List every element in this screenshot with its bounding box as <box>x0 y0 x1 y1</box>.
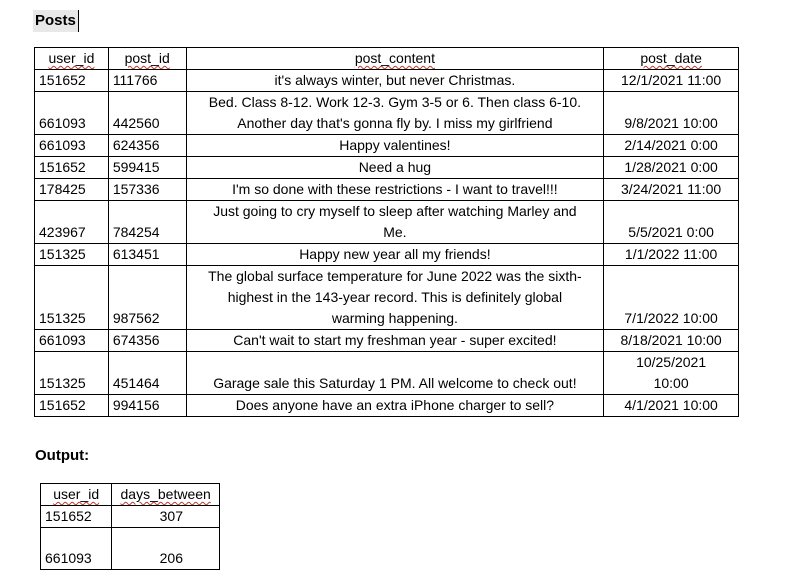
cell-post-content-line: Does anyone have an extra iPhone charger to sell? <box>235 397 555 413</box>
cell-post-date-line: 10:00 <box>653 375 689 391</box>
cell-post-content <box>186 395 604 417</box>
cell-post-date <box>604 135 739 157</box>
cell-post-id: 599415 <box>108 157 186 179</box>
cell-days-between: 307 <box>112 506 220 528</box>
cell-post-content-line: Just going to cry myself to sleep after watching Marley and <box>213 203 577 219</box>
cell-post-date-line: 3/24/2021 11:00 <box>621 181 722 197</box>
cell-post-content-line: Can't wait to start my freshman year - super excited! <box>233 332 557 348</box>
cell-user-id: 423967 <box>35 201 109 244</box>
cell-post-content-line: Happy new year all my friends! <box>299 246 491 262</box>
table-row <box>35 330 739 352</box>
table-row <box>35 135 739 157</box>
cell-post-date-line: 10/25/2021 <box>636 354 707 370</box>
output-table <box>40 483 220 570</box>
cell-post-date <box>604 201 739 244</box>
cell-post-id: 613451 <box>108 244 186 266</box>
cell-post-content <box>186 157 604 179</box>
cell-post-date-line: 2/14/2021 0:00 <box>624 137 718 153</box>
cell-user-id: 661093 <box>35 135 109 157</box>
table-row <box>35 179 739 201</box>
cell-user-id: 151652 <box>35 395 109 417</box>
cell-post-date-line: 12/1/2021 11:00 <box>621 72 722 88</box>
posts-col-post-content: post_content <box>186 48 604 70</box>
table-row <box>35 244 739 266</box>
cell-post-content <box>186 70 604 92</box>
cell-post-date-line: 4/1/2021 10:00 <box>624 397 718 413</box>
cell-post-content <box>186 330 604 352</box>
cell-post-date <box>604 330 739 352</box>
cell-post-id: 674356 <box>108 330 186 352</box>
table-row <box>41 506 220 528</box>
table-row <box>35 70 739 92</box>
cell-post-id: 987562 <box>108 266 186 330</box>
cell-post-date-line: 7/1/2022 10:00 <box>624 310 718 326</box>
cell-user-id: 661093 <box>35 330 109 352</box>
cell-post-content <box>186 266 604 330</box>
cell-post-content-line: highest in the 143-year record. This is definitely global <box>227 289 563 305</box>
output-col-days-between: days_between <box>112 484 220 506</box>
table-row <box>35 157 739 179</box>
table-row <box>35 92 739 135</box>
posts-heading: Posts <box>33 10 79 32</box>
cell-post-content <box>186 179 604 201</box>
cell-post-content-line: it's always winter, but never Christmas. <box>274 72 516 88</box>
cell-user-id: 151325 <box>35 352 109 395</box>
output-col-user-id: user_id <box>41 484 112 506</box>
cell-user-id: 661093 <box>35 92 109 135</box>
posts-header-row <box>35 48 739 70</box>
table-row <box>35 352 739 395</box>
cell-post-content-line: Another day that's gonna fly by. I miss my girlfriend <box>237 115 553 131</box>
cell-post-content-line: The global surface temperature for June 2022 was the sixth- <box>208 268 582 284</box>
cell-post-content-line: Garage sale this Saturday 1 PM. All welcome to check out! <box>213 375 577 391</box>
cell-post-id: 111766 <box>108 70 186 92</box>
cell-post-content <box>186 244 604 266</box>
table-row <box>41 528 220 570</box>
posts-col-user-id: user_id <box>35 48 109 70</box>
cell-post-date <box>604 179 739 201</box>
cell-post-date <box>604 244 739 266</box>
posts-col-post-id: post_id <box>108 48 186 70</box>
cell-post-content-line: Need a hug <box>358 159 432 175</box>
cell-post-date-line: 5/5/2021 0:00 <box>628 224 714 240</box>
cell-post-id: 624356 <box>108 135 186 157</box>
cell-user-id: 661093 <box>41 528 112 570</box>
cell-user-id: 151652 <box>41 506 112 528</box>
cell-post-date <box>604 395 739 417</box>
cell-post-content-line: Happy valentines! <box>339 137 451 153</box>
cell-post-content <box>186 92 604 135</box>
cell-user-id: 178425 <box>35 179 109 201</box>
cell-post-id: 784254 <box>108 201 186 244</box>
cell-post-content <box>186 201 604 244</box>
cell-post-content-line: warming happening. <box>331 310 458 326</box>
posts-col-post-date: post_date <box>604 48 739 70</box>
cell-post-content-line: Bed. Class 8-12. Work 12-3. Gym 3-5 or 6. Then class 6-10. <box>208 94 581 110</box>
cell-post-id: 442560 <box>108 92 186 135</box>
cell-post-date <box>604 266 739 330</box>
cell-post-id: 451464 <box>108 352 186 395</box>
cell-post-content <box>186 135 604 157</box>
cell-post-content-line: I'm so done with these restrictions - I want to travel!!! <box>232 181 558 197</box>
table-row <box>35 395 739 417</box>
cell-post-date-line: 8/18/2021 10:00 <box>620 332 722 348</box>
table-row <box>35 201 739 244</box>
cell-post-date <box>604 92 739 135</box>
cell-user-id: 151652 <box>35 157 109 179</box>
table-row <box>35 266 739 330</box>
cell-post-date-line: 1/28/2021 0:00 <box>624 159 718 175</box>
cell-user-id: 151325 <box>35 244 109 266</box>
cell-post-id: 157336 <box>108 179 186 201</box>
cell-user-id: 151325 <box>35 266 109 330</box>
cell-post-date <box>604 157 739 179</box>
cell-post-content-line: Me. <box>383 224 407 240</box>
cell-post-id: 994156 <box>108 395 186 417</box>
cell-post-date-line: 1/1/2022 11:00 <box>624 246 718 262</box>
cell-days-between: 206 <box>112 528 220 570</box>
output-header-row <box>41 484 220 506</box>
cell-user-id: 151652 <box>35 70 109 92</box>
cell-post-date <box>604 352 739 395</box>
cell-post-content <box>186 352 604 395</box>
cell-post-date-line: 9/8/2021 10:00 <box>624 115 718 131</box>
output-heading: Output: <box>35 447 90 464</box>
cell-post-date <box>604 70 739 92</box>
posts-table <box>34 47 739 417</box>
